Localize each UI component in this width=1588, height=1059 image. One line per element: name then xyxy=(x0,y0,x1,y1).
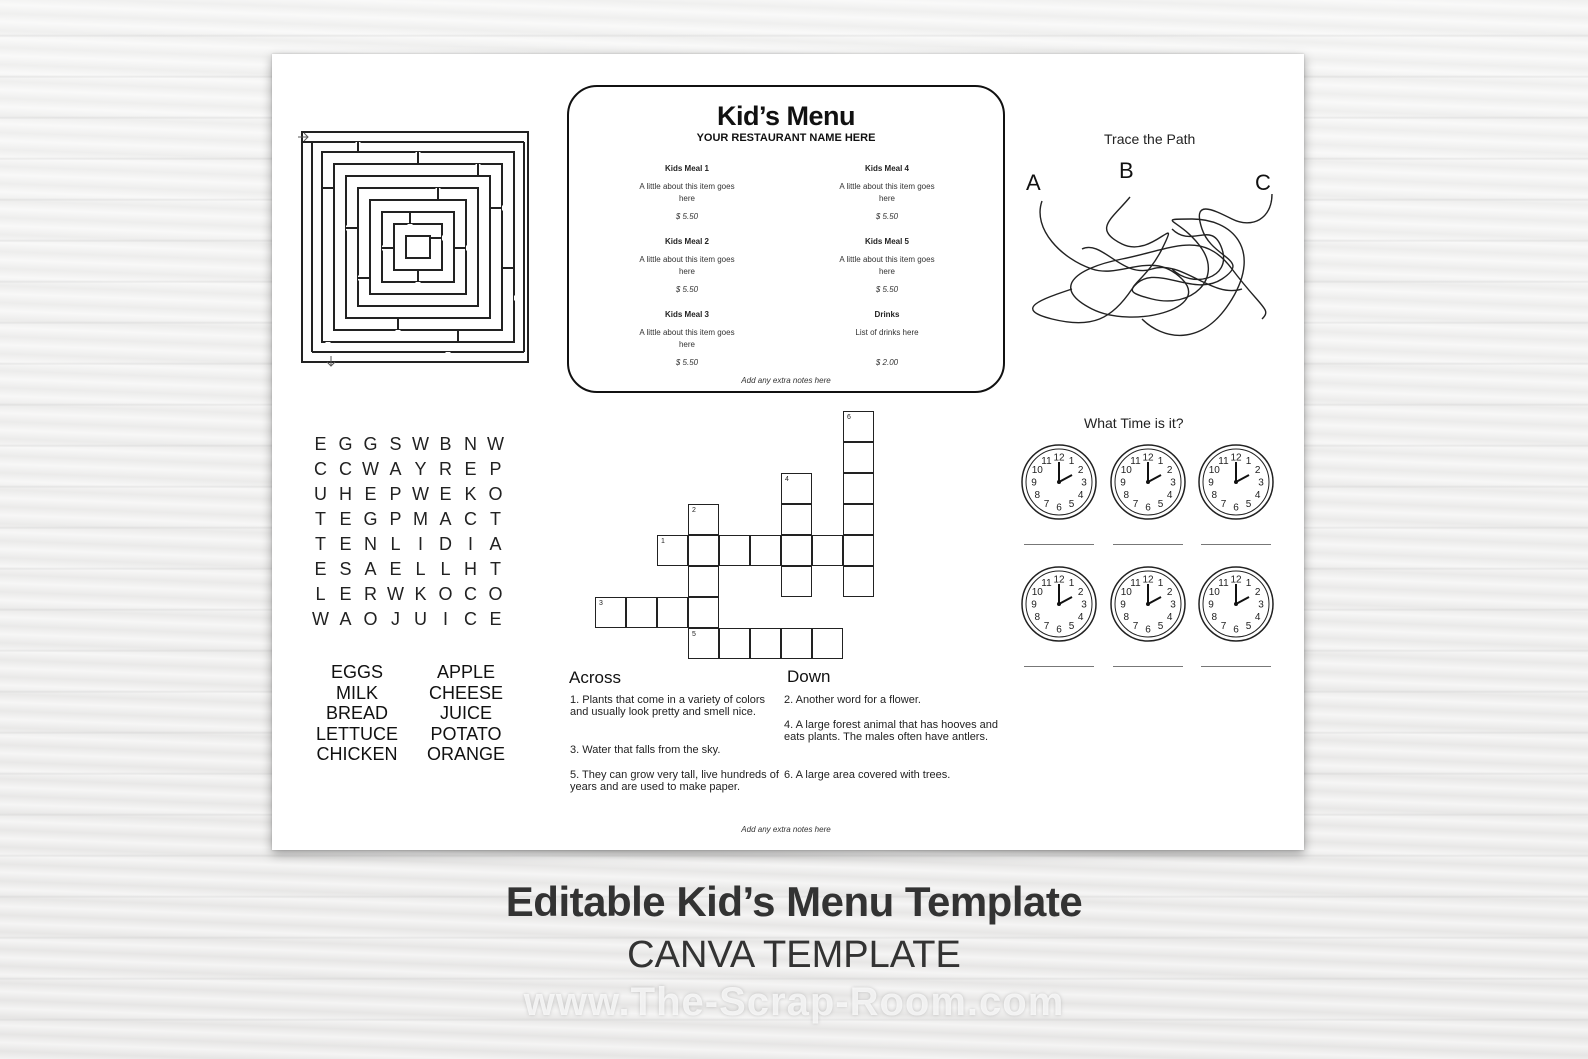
menu-item-desc: A little about this item goes here xyxy=(639,255,735,276)
clock-number: 9 xyxy=(1120,599,1126,611)
clock-number: 9 xyxy=(1031,477,1037,489)
clock-number: 4 xyxy=(1077,490,1084,501)
clock-number: 9 xyxy=(1120,477,1126,489)
word: ORANGE xyxy=(426,744,505,764)
letter: T xyxy=(315,534,326,554)
clock-number: 12 xyxy=(1053,452,1065,464)
letter: A xyxy=(489,534,502,554)
crossword-cell[interactable] xyxy=(781,504,812,535)
crossword-cell[interactable] xyxy=(843,535,874,566)
menu-item-desc: A little about this item goes here xyxy=(639,182,735,203)
letter: C xyxy=(464,509,477,529)
answer-line[interactable] xyxy=(1113,666,1183,667)
crossword-cell[interactable] xyxy=(688,597,719,628)
across-clue: 5. They can grow very tall, live hundreds of years and are used to make paper. xyxy=(570,769,779,793)
letter: N xyxy=(464,434,477,454)
letter: E xyxy=(489,609,502,629)
clock-icon xyxy=(1108,442,1188,522)
menu-item xyxy=(812,310,962,367)
clock-number: 3 xyxy=(1081,477,1087,489)
clock-number: 8 xyxy=(1123,612,1130,623)
clock-number: 10 xyxy=(1120,587,1132,598)
word: JUICE xyxy=(439,703,492,723)
letter: E xyxy=(339,509,352,529)
clock-number: 5 xyxy=(1068,621,1075,633)
wordsearch-row xyxy=(308,484,508,505)
clock-number: 11 xyxy=(1041,577,1052,589)
letter: T xyxy=(490,509,501,529)
product-subtitle: CANVA TEMPLATE xyxy=(627,934,961,976)
menu-notes: Add any extra notes here xyxy=(741,376,831,385)
clue-number: 6 xyxy=(847,414,851,421)
down-clue: 2. Another word for a flower. xyxy=(784,694,921,706)
clock-number: 6 xyxy=(1056,502,1062,514)
clock-number: 11 xyxy=(1130,577,1141,589)
crossword-cell[interactable] xyxy=(688,535,719,566)
menu-item-price: $ 5.50 xyxy=(675,212,699,221)
clock-number: 4 xyxy=(1254,490,1261,501)
clock-number: 2 xyxy=(1166,465,1173,476)
across-clue: 3. Water that falls from the sky. xyxy=(570,744,721,756)
crossword-cell[interactable] xyxy=(843,473,874,504)
letter: L xyxy=(390,534,401,554)
menu-item-name: Kids Meal 5 xyxy=(864,237,909,246)
crossword-cell[interactable] xyxy=(657,597,688,628)
clock-number: 9 xyxy=(1208,477,1214,489)
letter: J xyxy=(391,609,400,629)
menu-item-price: $ 5.50 xyxy=(875,285,899,294)
letter: I xyxy=(467,534,473,554)
trace-letter-b: B xyxy=(1119,158,1134,183)
clock-number: 8 xyxy=(1123,490,1130,501)
clock-number: 11 xyxy=(1218,577,1229,589)
trace-letter-c: C xyxy=(1255,170,1271,195)
crossword-cell[interactable] xyxy=(750,535,781,566)
answer-line[interactable] xyxy=(1201,544,1271,545)
letter: A xyxy=(439,509,452,529)
menu-item-name: Kids Meal 2 xyxy=(664,237,709,246)
crossword-cell[interactable] xyxy=(812,535,843,566)
letter: K xyxy=(414,584,427,604)
clock-number: 6 xyxy=(1233,502,1239,514)
clock-number: 1 xyxy=(1068,577,1075,589)
menu-item-name: Kids Meal 1 xyxy=(664,164,709,173)
clock-number: 1 xyxy=(1157,577,1164,589)
letter: O xyxy=(488,584,503,604)
letter: E xyxy=(439,484,452,504)
letter: I xyxy=(417,534,423,554)
letter: U xyxy=(314,484,327,504)
crossword-cell[interactable] xyxy=(812,628,843,659)
clock-number: 3 xyxy=(1081,599,1087,611)
clock-number: 10 xyxy=(1208,465,1220,476)
across-clue: 1. Plants that come in a variety of colors and usually look pretty and smell nice. xyxy=(570,694,766,718)
maze-puzzle xyxy=(298,128,534,368)
letter: E xyxy=(464,459,477,479)
menu-card xyxy=(567,85,1005,393)
letter: W xyxy=(412,484,429,504)
word: MILK xyxy=(335,682,378,703)
clock-number: 10 xyxy=(1031,465,1043,476)
restaurant-name: YOUR RESTAURANT NAME HERE xyxy=(696,132,876,144)
crossword-cell[interactable] xyxy=(750,628,781,659)
menu-item-price: $ 5.50 xyxy=(675,285,699,294)
down-heading: Down xyxy=(787,667,831,686)
clock-number: 4 xyxy=(1166,612,1173,623)
letter: K xyxy=(464,484,477,504)
clock-number: 7 xyxy=(1043,621,1050,633)
letter: C xyxy=(339,459,352,479)
clock-number: 11 xyxy=(1041,455,1052,467)
word: CHEESE xyxy=(428,682,504,703)
across-heading: Across xyxy=(569,668,621,687)
clock-icon xyxy=(1196,564,1276,644)
letter: Y xyxy=(414,459,427,479)
crossword-cell[interactable] xyxy=(626,597,657,628)
crossword-cell[interactable] xyxy=(843,442,874,473)
footer-notes: Add any extra notes here xyxy=(741,825,831,834)
clock-number: 6 xyxy=(1233,624,1239,636)
letter: W xyxy=(412,434,429,454)
clock-number: 10 xyxy=(1208,587,1220,598)
clue-number: 4 xyxy=(785,476,789,483)
clue-number: 5 xyxy=(692,631,696,638)
clock-number: 2 xyxy=(1254,465,1261,476)
menu-item-desc: List of drinks here xyxy=(855,328,919,337)
letter: W xyxy=(487,434,504,454)
crossword-cell[interactable] xyxy=(781,628,812,659)
letter: A xyxy=(364,559,377,579)
letter: E xyxy=(364,484,377,504)
letter: W xyxy=(362,459,379,479)
letter: P xyxy=(389,509,402,529)
clock-number: 4 xyxy=(1166,490,1173,501)
wordsearch-row xyxy=(308,559,508,580)
clue-number: 3 xyxy=(599,600,603,607)
trace-title: Trace the Path xyxy=(1104,131,1196,147)
clue-number: 2 xyxy=(692,507,696,514)
menu-item-name: Kids Meal 3 xyxy=(664,310,709,319)
letter: C xyxy=(314,459,327,479)
menu-item-name: Drinks xyxy=(874,310,900,319)
clock-number: 5 xyxy=(1157,499,1164,511)
wordsearch-row xyxy=(308,459,508,480)
clock-number: 7 xyxy=(1132,621,1139,633)
menu-title: Kid’s Menu xyxy=(716,101,855,131)
clock-number: 7 xyxy=(1220,621,1227,633)
menu-item xyxy=(612,164,762,221)
watermark-url: www.The-Scrap-Room.com xyxy=(523,980,1065,1024)
letter: G xyxy=(363,509,378,529)
answer-line[interactable] xyxy=(1024,666,1094,667)
clock-number: 9 xyxy=(1208,599,1214,611)
answer-line[interactable] xyxy=(1024,544,1094,545)
word: CHICKEN xyxy=(316,744,398,764)
clock-number: 1 xyxy=(1157,455,1164,467)
letter: I xyxy=(442,609,448,629)
clock-number: 10 xyxy=(1120,465,1132,476)
letter: W xyxy=(387,584,404,604)
letter: H xyxy=(464,559,477,579)
letter: N xyxy=(364,534,377,554)
clock-number: 12 xyxy=(1230,452,1242,464)
letter: O xyxy=(363,609,378,629)
trace-letter-a: A xyxy=(1026,170,1041,195)
word: BREAD xyxy=(325,703,388,723)
answer-line[interactable] xyxy=(1113,544,1183,545)
clock-number: 12 xyxy=(1142,452,1154,464)
crossword-cell[interactable] xyxy=(719,535,750,566)
letter: T xyxy=(490,559,501,579)
crossword-cell[interactable] xyxy=(719,628,750,659)
clock-number: 9 xyxy=(1031,599,1037,611)
clock-number: 1 xyxy=(1245,577,1252,589)
word-list-left xyxy=(302,662,412,765)
clocks-title: What Time is it? xyxy=(1084,415,1184,431)
menu-item-price: $ 2.00 xyxy=(875,358,899,367)
wordsearch-row xyxy=(308,509,508,530)
clock-number: 8 xyxy=(1034,490,1041,501)
letter: L xyxy=(315,584,326,604)
clock-number: 12 xyxy=(1142,574,1154,586)
clock-number: 6 xyxy=(1056,624,1062,636)
menu-item-price: $ 5.50 xyxy=(875,212,899,221)
letter: W xyxy=(312,609,329,629)
product-title: Editable Kid’s Menu Template xyxy=(505,878,1083,925)
crossword-cell[interactable] xyxy=(843,504,874,535)
letter: E xyxy=(314,434,327,454)
letter: O xyxy=(488,484,503,504)
clock-number: 1 xyxy=(1068,455,1075,467)
clock-number: 8 xyxy=(1211,490,1218,501)
wordsearch-row xyxy=(308,584,508,605)
clock-number: 8 xyxy=(1211,612,1218,623)
word-list-right xyxy=(411,662,521,765)
clock-number: 8 xyxy=(1034,612,1041,623)
letter: U xyxy=(414,609,427,629)
down-clue: 6. A large area covered with trees. xyxy=(784,769,951,781)
letter: A xyxy=(339,609,352,629)
clock-number: 5 xyxy=(1245,499,1252,511)
wordsearch-row xyxy=(308,434,508,455)
word: LETTUCE xyxy=(315,723,398,744)
clock-number: 6 xyxy=(1145,624,1151,636)
menu-item-desc: A little about this item goes here xyxy=(639,328,735,349)
clock-icon xyxy=(1019,442,1099,522)
clock-number: 3 xyxy=(1258,477,1264,489)
crossword-cell[interactable] xyxy=(781,566,812,597)
letter: H xyxy=(339,484,352,504)
letter: R xyxy=(364,584,377,604)
letter: O xyxy=(438,584,453,604)
clock-number: 12 xyxy=(1230,574,1242,586)
letter: P xyxy=(489,459,502,479)
clock-number: 11 xyxy=(1130,455,1141,467)
wordsearch-row xyxy=(308,609,508,630)
crossword-cell[interactable] xyxy=(781,535,812,566)
letter: E xyxy=(339,534,352,554)
down-clue: 4. A large forest animal that has hooves and eats plants. The males often have antlers. xyxy=(784,719,999,743)
letter: C xyxy=(464,584,477,604)
clock-number: 1 xyxy=(1245,455,1252,467)
clock-number: 2 xyxy=(1077,587,1084,598)
menu-item-desc: A little about this item goes here xyxy=(839,255,935,276)
letter: S xyxy=(389,434,402,454)
letter: S xyxy=(339,559,352,579)
letter: B xyxy=(439,434,452,454)
letter: C xyxy=(464,609,477,629)
placemat-sheet xyxy=(272,54,1304,850)
clock-icon xyxy=(1019,564,1099,644)
clock-number: 4 xyxy=(1077,612,1084,623)
clock-number: 4 xyxy=(1254,612,1261,623)
word: POTATO xyxy=(430,723,502,744)
crossword-cell[interactable] xyxy=(843,566,874,597)
letter: L xyxy=(440,559,451,579)
letter: E xyxy=(389,559,402,579)
letter: E xyxy=(339,584,352,604)
clock-number: 11 xyxy=(1218,455,1229,467)
clock-number: 10 xyxy=(1031,587,1043,598)
menu-item xyxy=(812,164,962,221)
menu-item xyxy=(812,237,962,294)
menu-item-desc: A little about this item goes here xyxy=(839,182,935,203)
clock-number: 7 xyxy=(1132,499,1139,511)
answer-line[interactable] xyxy=(1201,666,1271,667)
clock-number: 7 xyxy=(1220,499,1227,511)
clock-number: 2 xyxy=(1254,587,1261,598)
clock-number: 7 xyxy=(1043,499,1050,511)
letter: T xyxy=(315,509,326,529)
clock-number: 5 xyxy=(1157,621,1164,633)
menu-item xyxy=(612,310,762,367)
menu-item-price: $ 5.50 xyxy=(675,358,699,367)
letter: D xyxy=(439,534,452,554)
word: EGGS xyxy=(330,662,383,682)
clock-number: 5 xyxy=(1245,621,1252,633)
clock-number: 12 xyxy=(1053,574,1065,586)
tangled-paths xyxy=(1032,189,1282,339)
letter: L xyxy=(415,559,426,579)
clock-number: 6 xyxy=(1145,502,1151,514)
letter: G xyxy=(363,434,378,454)
letter: R xyxy=(439,459,452,479)
clock-number: 3 xyxy=(1258,599,1264,611)
letter: M xyxy=(413,509,428,529)
clock-number: 3 xyxy=(1170,599,1176,611)
letter: A xyxy=(389,459,402,479)
wordsearch-row xyxy=(308,534,508,555)
clock-number: 5 xyxy=(1068,499,1075,511)
letter: G xyxy=(338,434,353,454)
clock-number: 2 xyxy=(1077,465,1084,476)
crossword-cell[interactable] xyxy=(688,566,719,597)
menu-item-name: Kids Meal 4 xyxy=(864,164,909,173)
menu-item xyxy=(612,237,762,294)
word: APPLE xyxy=(436,662,496,682)
clock-icon xyxy=(1196,442,1276,522)
letter: P xyxy=(389,484,402,504)
clue-number: 1 xyxy=(661,538,665,545)
clock-icon xyxy=(1108,564,1188,644)
letter: E xyxy=(314,559,327,579)
clock-number: 2 xyxy=(1166,587,1173,598)
clock-number: 3 xyxy=(1170,477,1176,489)
